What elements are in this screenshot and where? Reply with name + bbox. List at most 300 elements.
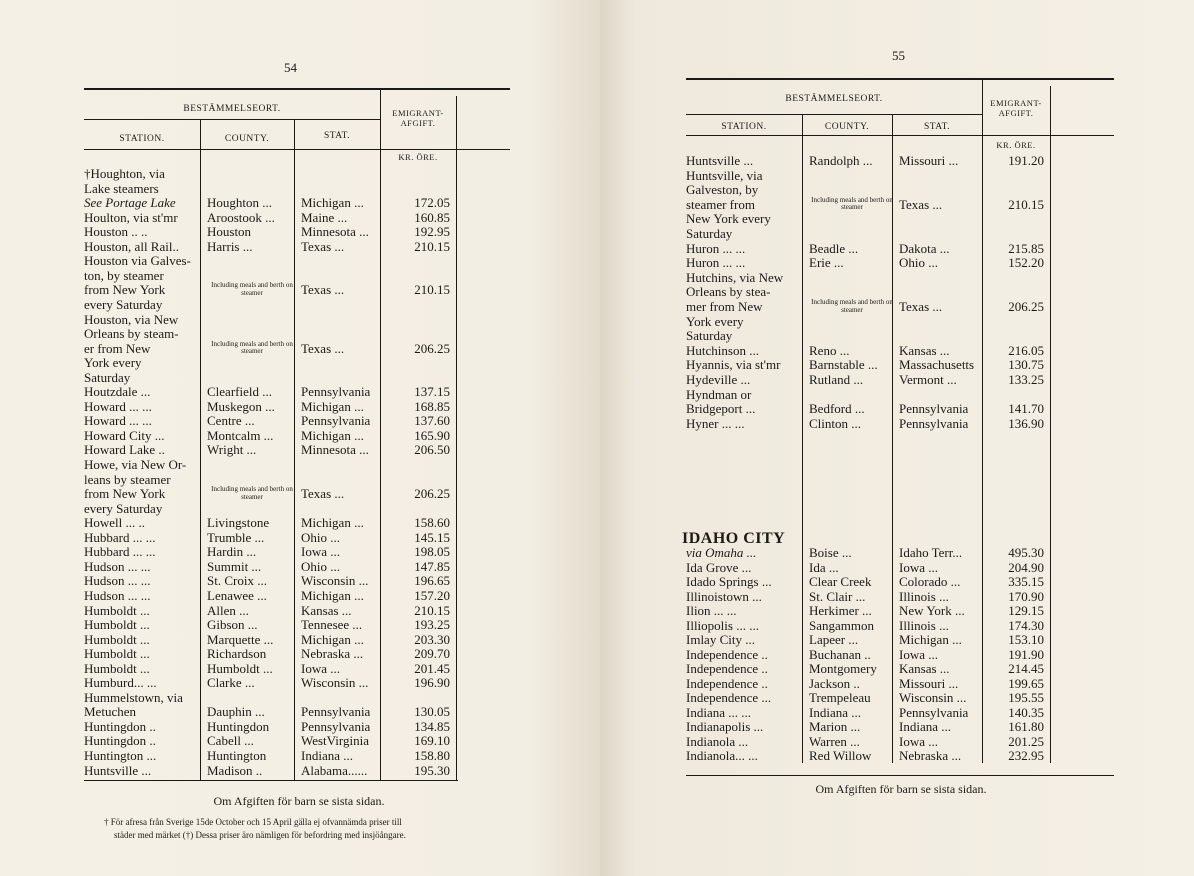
fee-cell: 210.15	[414, 238, 450, 254]
station-cell: Ida Grove ...	[686, 559, 752, 575]
station-cell: leans by steamer	[84, 471, 171, 487]
fee-cell: 165.90	[414, 427, 450, 443]
table-row	[686, 255, 1050, 270]
state-cell: Texas ...	[899, 299, 943, 314]
fee-cell: 206.25	[1008, 299, 1044, 314]
fee-cell: 196.65	[414, 573, 450, 589]
station-cell: Huntingdon ..	[84, 733, 156, 749]
table-row	[84, 224, 456, 239]
state-cell: Texas ...	[301, 238, 345, 254]
table-row	[84, 588, 456, 603]
state-cell: Pennsylvania	[301, 413, 371, 429]
fare-table	[84, 88, 510, 788]
station-cell: Indianapolis ...	[686, 719, 764, 734]
station-cell: Hubbard ... ...	[84, 529, 156, 545]
table-row	[84, 763, 456, 778]
table-row	[686, 241, 1050, 256]
table-row	[84, 210, 456, 225]
county-cell: Summit ...	[207, 558, 262, 574]
county-cell: Jackson ..	[809, 675, 860, 691]
fee-cell: 130.75	[1008, 357, 1044, 373]
fee-cell: 147.85	[414, 558, 450, 574]
county-cell: Reno ...	[809, 342, 850, 358]
station-cell: Saturday	[686, 226, 733, 241]
county-cell: Barnstable ...	[809, 357, 878, 373]
station-cell: Howell ... ..	[84, 515, 146, 531]
county-cell: Humboldt ...	[207, 660, 273, 676]
fee-cell: 199.65	[1008, 675, 1044, 691]
station-cell: Metuchen	[84, 704, 136, 720]
state-cell: Alabama......	[301, 762, 368, 778]
station-cell: See Portage Lake	[84, 195, 176, 211]
fee-cell: 195.55	[1008, 690, 1044, 705]
state-cell: Pennsylvania	[301, 704, 371, 720]
table-row	[84, 253, 456, 268]
table-row	[686, 690, 1050, 705]
fee-cell: 153.10	[1008, 632, 1044, 647]
fee-cell: 495.30	[1008, 545, 1044, 560]
state-cell: Minnesota ...	[301, 224, 369, 240]
table-row	[686, 284, 1050, 299]
county-cell: Houston	[207, 224, 252, 240]
table-row	[686, 560, 1050, 575]
state-cell: Ohio ...	[301, 529, 340, 545]
county-cell: Herkimer ...	[809, 603, 872, 618]
fee-cell: 145.15	[414, 529, 450, 545]
table-row	[84, 282, 456, 297]
station-cell: York every	[686, 313, 744, 329]
state-cell: Idaho Terr...	[899, 545, 963, 560]
station-cell: Hutchins, via New	[686, 269, 784, 285]
state-cell: Texas ...	[301, 486, 345, 502]
station-cell: Hydeville ...	[686, 372, 751, 387]
state-cell: Wisconsin ...	[899, 690, 967, 705]
station-cell: Huron ... ...	[686, 255, 746, 271]
county-cell: St. Clair ...	[809, 588, 866, 604]
table-row	[686, 197, 1050, 212]
state-cell: Texas ...	[301, 340, 345, 356]
state-cell: Kansas ...	[301, 602, 352, 618]
table-row	[84, 239, 456, 254]
station-cell: Humboldt ...	[84, 631, 150, 647]
county-cell: Lapeer ...	[809, 632, 859, 647]
table-row	[686, 647, 1050, 662]
fee-cell: 335.15	[1008, 574, 1044, 589]
station-cell: Independence ..	[686, 661, 768, 676]
table-row	[686, 211, 1050, 226]
county-cell: Including meals and berth on steamer	[811, 299, 893, 314]
table-row	[84, 486, 456, 501]
table-row	[686, 748, 1050, 763]
table-row	[686, 574, 1050, 589]
station-cell: Hudson ... ...	[84, 587, 151, 603]
right-page	[600, 0, 1194, 876]
table-row	[84, 690, 456, 705]
station-cell: Ilion ... ...	[686, 603, 737, 618]
county-cell: Randolph ...	[809, 153, 873, 168]
state-cell: Michigan ...	[301, 631, 364, 647]
table-row	[686, 676, 1050, 691]
state-cell: Michigan ...	[899, 632, 962, 647]
fee-cell: 191.90	[1008, 646, 1044, 662]
station-cell: ton, by steamer	[84, 267, 164, 283]
header-state: STAT.	[323, 131, 351, 141]
table-row	[84, 559, 456, 574]
station-cell: Huntington ...	[84, 748, 157, 763]
table-row	[686, 387, 1050, 402]
county-cell: Harris ...	[207, 238, 253, 254]
state-cell: Pennsylvania	[899, 415, 969, 431]
table-row	[686, 182, 1050, 197]
station-cell: Huntsville ...	[686, 153, 754, 168]
station-cell: Orleans by stea-	[686, 284, 771, 300]
table-row	[686, 603, 1050, 618]
state-cell: WestVirginia	[301, 733, 369, 749]
fee-cell: 195.30	[414, 762, 450, 778]
station-cell: Bridgeport ...	[686, 401, 756, 417]
table-row	[686, 328, 1050, 343]
station-cell: Howard City ...	[84, 427, 165, 443]
station-cell: Hyannis, via st'mr	[686, 357, 781, 373]
table-row	[84, 515, 456, 530]
header-station: STATION.	[119, 134, 165, 144]
table-row	[84, 617, 456, 632]
county-cell: Muskegon ...	[207, 398, 275, 414]
fee-cell: 152.20	[1008, 255, 1044, 271]
state-cell: New York ...	[899, 603, 965, 618]
fee-cell: 210.15	[414, 282, 450, 298]
station-cell: Houston .. ..	[84, 224, 148, 240]
fee-cell: 168.85	[414, 398, 450, 414]
state-cell: Colorado ...	[899, 574, 961, 589]
station-cell: from New York	[84, 486, 166, 502]
station-cell: Illiopolis ... ...	[686, 617, 759, 633]
state-cell: Kansas ...	[899, 342, 950, 358]
state-cell: Texas ...	[899, 196, 943, 212]
county-cell: Including meals and berth on steamer	[811, 196, 893, 212]
table-row	[686, 618, 1050, 633]
table-row	[84, 370, 456, 385]
station-cell: Humboldt ...	[84, 660, 150, 676]
header-currency: KR. ÖRE.	[398, 152, 438, 162]
fee-cell: 193.25	[414, 617, 450, 633]
state-cell: Dakota ...	[899, 240, 950, 256]
county-cell: Livingstone	[207, 515, 270, 531]
county-cell: Richardson	[207, 646, 267, 662]
county-cell: Trempeleau	[809, 690, 871, 705]
station-cell: Houston via Galves-	[84, 253, 191, 269]
fee-cell: 210.15	[414, 602, 450, 618]
header-fee: EMIGRANT-AFGIFT.	[990, 98, 1042, 118]
table-row	[84, 442, 456, 457]
station-cell: Houston, via New	[84, 311, 179, 327]
fee-cell: 232.95	[1008, 748, 1044, 763]
fee-cell: 209.70	[414, 646, 450, 662]
station-cell: Howard Lake ..	[84, 442, 165, 458]
fee-cell: 158.80	[414, 748, 450, 763]
station-cell: Houlton, via st'mr	[84, 209, 178, 225]
county-cell: Clear Creek	[809, 574, 872, 589]
fee-cell: 206.50	[414, 442, 450, 458]
county-cell: Madison ..	[207, 762, 263, 778]
table-row	[84, 544, 456, 559]
table-row	[84, 704, 456, 719]
county-cell: Including meals and berth on steamer	[211, 282, 293, 297]
county-cell: Marquette ...	[207, 631, 274, 647]
fee-cell: 160.85	[414, 209, 450, 225]
county-cell: St. Croix ...	[207, 573, 267, 589]
fee-cell: 133.25	[1008, 372, 1044, 387]
table-row	[84, 166, 456, 181]
county-cell: Erie ...	[809, 255, 844, 271]
footer-note: Om Afgiften för barn se sista sidan.	[815, 782, 987, 796]
county-cell: Ida ...	[809, 559, 839, 575]
fee-cell: 191.20	[1008, 153, 1044, 168]
table-row	[686, 153, 1050, 168]
fee-cell: 201.25	[1008, 733, 1044, 749]
table-row	[84, 733, 456, 748]
station-cell: Huntsville ...	[84, 762, 152, 778]
county-cell: Including meals and berth on steamer	[211, 340, 293, 356]
fee-cell: 158.60	[414, 515, 450, 531]
station-cell: York every	[84, 355, 142, 371]
station-cell: Huntingdon ..	[84, 718, 156, 734]
page-number: 54	[284, 60, 297, 75]
table-row	[84, 530, 456, 545]
table-row	[84, 268, 456, 283]
fee-cell: 210.15	[1008, 196, 1044, 212]
table-row	[84, 573, 456, 588]
header-county: COUNTY.	[824, 122, 870, 132]
station-cell: New York every	[686, 211, 771, 227]
state-cell: Michigan ...	[301, 587, 364, 603]
state-cell: Iowa ...	[301, 544, 340, 560]
fee-cell: 203.30	[414, 631, 450, 647]
county-cell: Wright ...	[207, 442, 257, 458]
table-row	[84, 413, 456, 428]
table-row	[84, 457, 456, 472]
fare-table	[682, 78, 1114, 778]
county-cell: Warren ...	[809, 733, 860, 749]
fee-cell: 134.85	[414, 718, 450, 734]
county-cell: Bedford ...	[809, 401, 865, 417]
station-cell: Huntsville, via	[686, 167, 763, 183]
table-row	[686, 401, 1050, 416]
table-row	[686, 589, 1050, 604]
state-cell: Pennsylvania	[301, 384, 371, 400]
station-cell: Independence ...	[686, 690, 772, 705]
table-row	[686, 545, 1050, 560]
section-title: IDAHO CITY	[682, 530, 786, 547]
county-cell: Huntingdon	[207, 718, 270, 734]
station-cell: Huron ... ...	[686, 240, 746, 256]
station-cell: every Saturday	[84, 296, 163, 312]
state-cell: Pennsylvania	[899, 704, 969, 720]
county-cell: Buchanan ..	[809, 646, 871, 662]
station-cell: Hubbard ... ...	[84, 544, 156, 560]
state-cell: Massachusetts	[899, 357, 975, 373]
fee-cell: 130.05	[414, 704, 450, 720]
table-row	[686, 372, 1050, 387]
header-county: COUNTY.	[224, 134, 270, 144]
table-row	[686, 226, 1050, 241]
state-cell: Illinois ...	[899, 588, 949, 604]
station-cell: Galveston, by	[686, 182, 759, 198]
table-row	[84, 501, 456, 516]
state-cell: Maine ...	[301, 209, 348, 225]
station-cell: Howe, via New Or-	[84, 457, 187, 472]
county-cell: Lenawee ...	[207, 587, 267, 603]
fee-cell: 216.05	[1008, 342, 1044, 358]
state-cell: Michigan ...	[301, 398, 364, 414]
footnote: † För afresa från Sverige 15de October och 15 April gälla ej ofvannämda priser till	[104, 817, 402, 827]
state-cell: Ohio ...	[301, 558, 340, 574]
state-cell: Pennsylvania	[899, 401, 969, 417]
table-row	[84, 428, 456, 443]
table-row	[686, 343, 1050, 358]
county-cell: Boise ...	[809, 545, 852, 560]
station-cell: Humboldt ...	[84, 646, 150, 662]
page-number: 55	[892, 48, 905, 63]
fee-cell: 192.95	[414, 224, 450, 240]
state-cell: Ohio ...	[899, 255, 938, 271]
fee-cell: 206.25	[414, 340, 450, 356]
county-cell: Clarke ...	[207, 675, 255, 691]
fee-cell: 137.15	[414, 384, 450, 400]
table-row	[84, 646, 456, 661]
table-row	[84, 326, 456, 341]
fee-cell: 201.45	[414, 660, 450, 676]
station-cell: every Saturday	[84, 500, 163, 516]
state-cell: Missouri ...	[899, 153, 959, 168]
county-cell: Aroostook ...	[207, 209, 275, 225]
county-cell: Trumble ...	[207, 529, 265, 545]
fee-cell: 204.90	[1008, 559, 1044, 575]
county-cell: Cabell ...	[207, 733, 254, 749]
state-cell: Iowa ...	[899, 646, 938, 662]
state-cell: Minnesota ...	[301, 442, 369, 458]
table-row	[686, 299, 1050, 314]
county-cell: Indiana ...	[809, 704, 861, 720]
station-cell: Hummelstown, via	[84, 689, 183, 705]
state-cell: Vermont ...	[899, 372, 957, 387]
station-cell: Howard ... ...	[84, 398, 152, 414]
table-row	[686, 270, 1050, 285]
fee-cell: 214.45	[1008, 661, 1044, 676]
state-cell: Iowa ...	[899, 559, 938, 575]
station-cell: via Omaha ...	[686, 545, 757, 560]
state-cell: Michigan ...	[301, 195, 364, 211]
station-cell: †Houghton, via	[84, 166, 165, 181]
station-cell: er from New	[84, 340, 151, 356]
state-cell: Texas ...	[301, 282, 345, 298]
county-cell: Huntington	[207, 748, 267, 763]
station-cell: Humboldt ...	[84, 602, 150, 618]
footer-note: Om Afgiften för barn se sista sidan.	[213, 794, 385, 808]
header-currency: KR. ÖRE.	[996, 140, 1036, 150]
county-cell: Houghton ...	[207, 195, 272, 211]
table-row	[84, 719, 456, 734]
station-cell: Hudson ... ...	[84, 573, 151, 589]
table-row	[686, 632, 1050, 647]
county-cell: Beadle ...	[809, 240, 859, 256]
station-cell: Saturday	[686, 328, 733, 344]
state-cell: Wisconsin ...	[301, 573, 369, 589]
table-row	[686, 734, 1050, 749]
station-cell: from New York	[84, 282, 166, 298]
state-cell: Nebraska ...	[301, 646, 364, 662]
station-cell: Indianola ...	[686, 733, 749, 749]
state-cell: Michigan ...	[301, 515, 364, 531]
table-row	[686, 719, 1050, 734]
fee-cell: 137.60	[414, 413, 450, 429]
county-cell: Montgomery	[809, 661, 877, 676]
table-row	[84, 297, 456, 312]
station-cell: Humboldt ...	[84, 617, 150, 633]
station-cell: Houston, all Rail..	[84, 238, 179, 254]
header-station: STATION.	[721, 122, 767, 132]
county-cell: Red Willow	[809, 748, 872, 763]
state-cell: Kansas ...	[899, 661, 950, 676]
table-row	[686, 314, 1050, 329]
station-cell: Imlay City ...	[686, 632, 755, 647]
county-cell: Centre ...	[207, 413, 255, 429]
station-cell: Indianola... ...	[686, 748, 758, 763]
county-cell: Gibson ...	[207, 617, 258, 633]
table-row	[84, 384, 456, 399]
station-cell: Houtzdale ...	[84, 384, 151, 400]
header-destination: BESTÄMMELSEORT.	[785, 94, 883, 104]
county-cell: Rutland ...	[809, 372, 864, 387]
fee-cell: 196.90	[414, 675, 450, 691]
fee-cell: 169.10	[414, 733, 450, 749]
fee-cell: 174.30	[1008, 617, 1044, 633]
station-cell: mer from New	[686, 299, 763, 314]
table-row	[84, 399, 456, 414]
state-cell: Wisconsin ...	[301, 675, 369, 691]
county-cell: Marion ...	[809, 719, 861, 734]
county-cell: Montcalm ...	[207, 427, 274, 443]
county-cell: Hardin ...	[207, 544, 257, 560]
header-destination: BESTÄMMELSEORT.	[183, 104, 281, 114]
station-cell: Humburd... ...	[84, 675, 157, 691]
state-cell: Iowa ...	[301, 660, 340, 676]
table-row	[84, 603, 456, 618]
state-cell: Tennesee ...	[301, 617, 363, 633]
state-cell: Pennsylvania	[301, 718, 371, 734]
station-cell: Hudson ... ...	[84, 558, 151, 574]
fee-cell: 136.90	[1008, 415, 1044, 431]
fee-cell: 157.20	[414, 587, 450, 603]
table-row	[84, 312, 456, 327]
fee-cell: 215.85	[1008, 240, 1044, 256]
table-row	[84, 632, 456, 647]
station-cell: Illinoistown ...	[686, 588, 762, 604]
table-row	[84, 341, 456, 356]
station-cell: Hutchinson ...	[686, 342, 759, 358]
fee-cell: 206.25	[414, 486, 450, 502]
table-row	[686, 416, 1050, 431]
table-row	[84, 748, 456, 763]
station-cell: steamer from	[686, 196, 755, 212]
table-row	[84, 472, 456, 487]
table-row	[84, 661, 456, 676]
station-cell: Indiana ... ...	[686, 704, 751, 720]
station-cell: Howard ... ...	[84, 413, 152, 429]
table-row	[84, 355, 456, 370]
table-row	[84, 675, 456, 690]
fee-cell: 140.35	[1008, 704, 1044, 720]
